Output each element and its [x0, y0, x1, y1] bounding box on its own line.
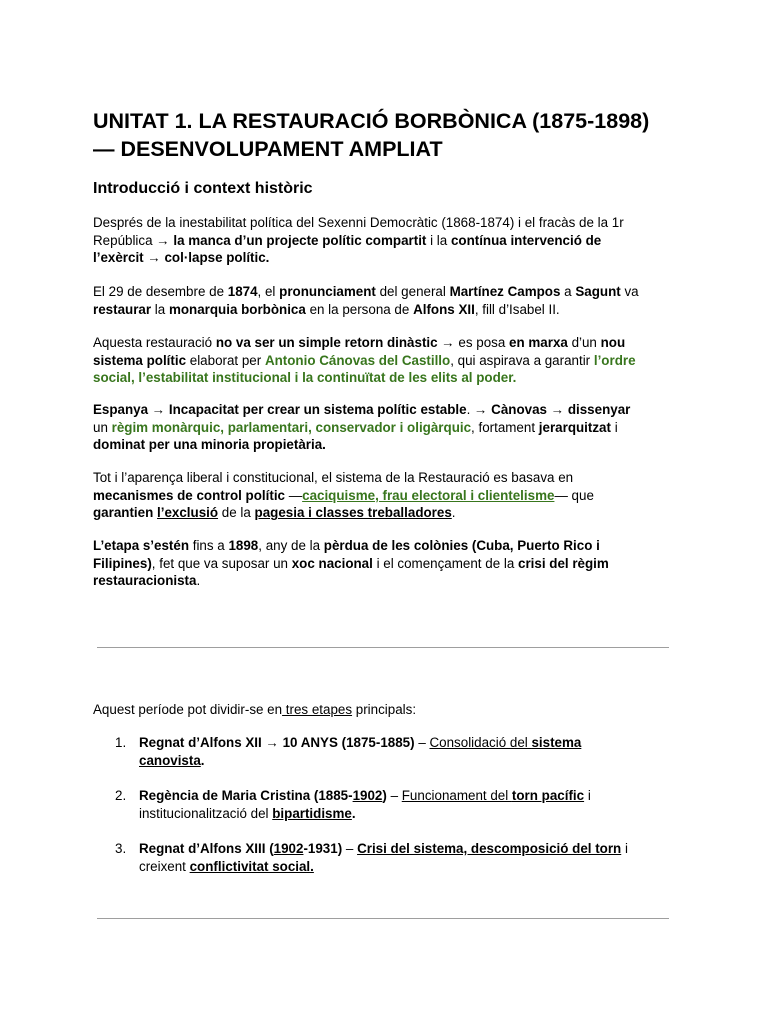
list-item-text: Regnat d’Alfons XIII (1902-1931) – Crisi del sistema, descomposició del torn i creixent conflictivitat social.	[139, 841, 628, 874]
paragraph-1898: L’etapa s’estén fins a 1898, any de la pèrdua de les colònies (Cuba, Puerto Rico i Filipines), fet que va suposar un xoc nacional i el començament de la crisi del règim restauracionista.	[93, 538, 609, 589]
paragraph-pronunciament: El 29 de desembre de 1874, el pronunciament del general Martínez Campos a Sagunt va restaurar la monarquia borbònica en la persona de Alfons XII, fill d’Isabel II.	[93, 284, 639, 317]
horizontal-rule	[97, 918, 669, 919]
horizontal-rule	[97, 647, 669, 648]
list-number: 1.	[115, 735, 127, 750]
title-line: UNITAT 1. LA RESTAURACIÓ BORBÒNICA (1875-1898)	[93, 109, 650, 133]
paragraph-etapes-intro: Aquest període pot dividir-se en tres etapes principals:	[93, 702, 417, 717]
paragraph-control: Tot i l’aparença liberal i constitucional, el sistema de la Restauració es basava en mecanismes de control polític —caciquisme, frau electoral i clientelisme— que garantien l’exclusió de la pagesia i classes treballadores.	[93, 470, 594, 521]
list-item-text: Regnat d’Alfons XII → 10 ANYS (1875-1885) – Consolidació del sistema canovista.	[139, 735, 582, 768]
list-number: 2.	[115, 788, 127, 803]
page-title	[93, 107, 693, 163]
title-line: — DESENVOLUPAMENT AMPLIAT	[93, 137, 443, 161]
paragraph-canovas: Aquesta restauració no va ser un simple retorn dinàstic → es posa en marxa d’un nou sistema polític elaborat per Antonio Cánovas del Castillo, qui aspirava a garantir l’ordre social, l’estabilitat institucional i la continuïtat de les elits al poder.	[93, 335, 636, 386]
section-heading: Introducció i context històric	[93, 180, 313, 197]
paragraph-context: Després de la inestabilitat política del Sexenni Democràtic (1868-1874) i el fracàs de la 1r República → la manca d’un projecte polític compartit i la contínua intervenció de l’exèrcit → col·lapse polític.	[93, 215, 624, 266]
list-number: 3.	[115, 841, 127, 856]
paragraph-regim: Espanya → Incapacitat per crear un sistema polític estable. → Cànovas → dissenyar un règim monàrquic, parlamentari, conservador i oligàrquic, fortament jerarquitzat i dominat per una minoria propietària.	[93, 402, 631, 453]
list-item-text: Regència de Maria Cristina (1885-1902) – Funcionament del torn pacífic i institucionalització del bipartidisme.	[139, 788, 591, 821]
